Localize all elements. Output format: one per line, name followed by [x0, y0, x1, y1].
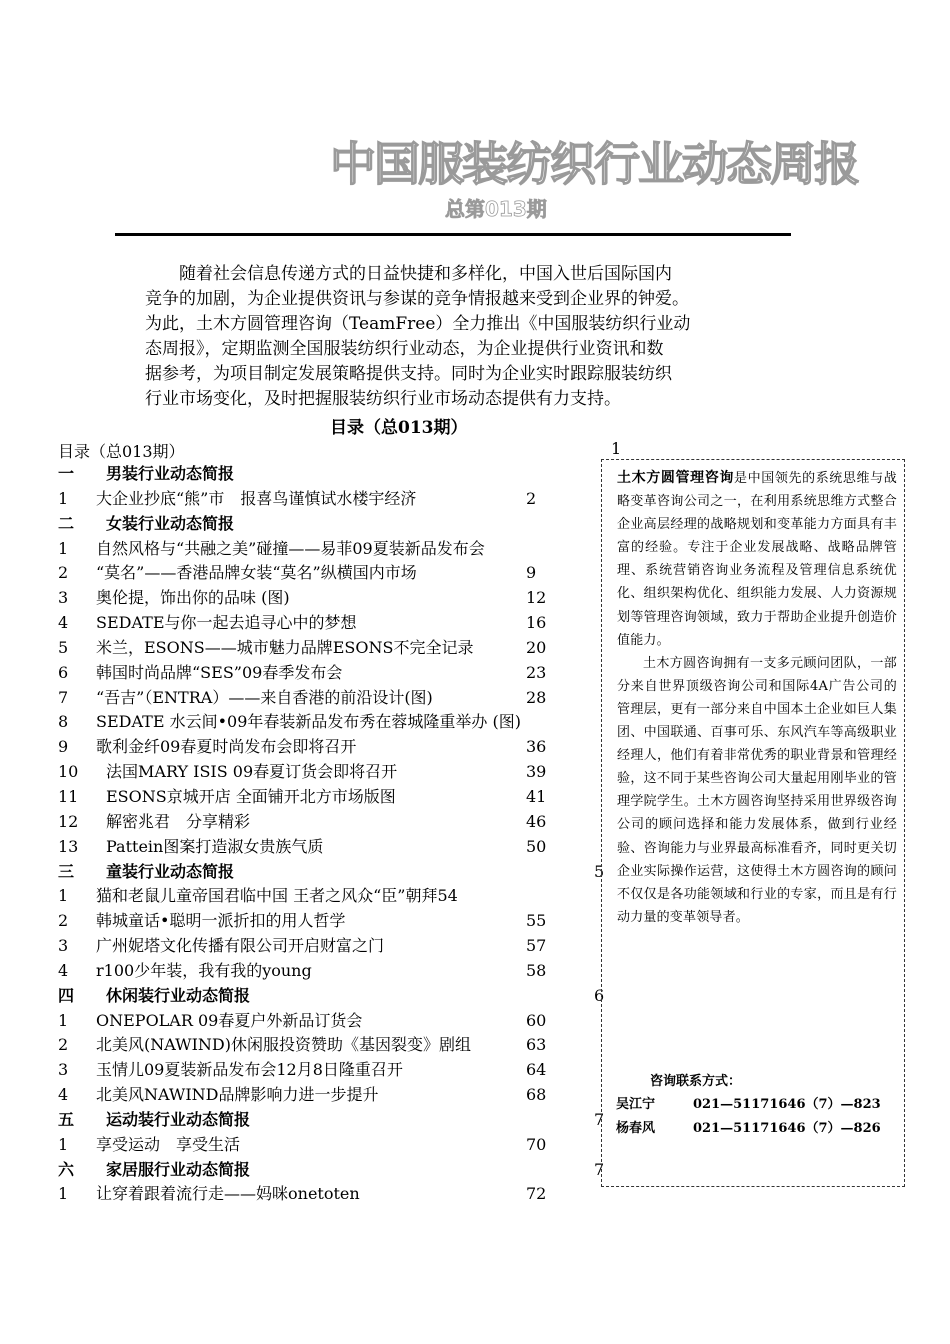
toc-entry [58, 1133, 618, 1158]
toc-entry-title: 大企业抄底“熊”市 报喜鸟谨慎试水楼宇经济 [96, 488, 417, 508]
contact-phone: 021—51171646（7）—826 [693, 1121, 881, 1136]
toc-label: 目录（总013期） [58, 442, 185, 461]
toc-entry [58, 1033, 618, 1058]
toc-page-number: 63 [526, 1035, 547, 1055]
toc-page-number: 36 [526, 737, 547, 757]
toc-page-number: 12 [526, 588, 547, 608]
toc-entry [58, 835, 618, 860]
company-name: 土木方圆管理咨询 [617, 470, 734, 486]
toc-entry-title: r100少年装，我有我的young [96, 960, 312, 980]
toc-entry-title: 玉情儿09夏装新品发布会12月8日隆重召开 [96, 1060, 403, 1080]
toc-number: 4 [58, 1085, 69, 1105]
contact-phone: 021—51171646（7）—823 [693, 1097, 881, 1112]
toc-entry-title: ESONS京城开店 全面铺开北方市场版图 [106, 786, 396, 806]
toc-number: 3 [58, 588, 69, 608]
intro-line: 态周报》，定期监测全国服装纺织行业动态，为企业提供行业资讯和数 [145, 339, 664, 359]
toc-entry [58, 1083, 618, 1108]
toc-page-number: 23 [526, 662, 547, 682]
toc-entry-title: SEDATE 水云间•09年春装新品发布秀在蓉城隆重举办 (图) [96, 712, 521, 732]
toc-section-title: 运动装行业动态简报 [106, 1109, 251, 1129]
toc-page-number: 60 [526, 1010, 547, 1030]
contact-name: 吴江宁 [616, 1097, 656, 1112]
toc-page-number: 70 [526, 1134, 547, 1154]
toc-page-number: 58 [526, 960, 547, 980]
intro-line: 行业市场变化，及时把握服装纺织行业市场动态提供有力支持。 [145, 389, 621, 409]
company-paragraph-2: 土木方圆咨询拥有一支多元顾问团队，一部分来自世界顶级咨询公司和国际4A广告公司的管理层，更有一部分来自中国本土企业如巨人集团、中国联通、百事可乐、东风汽车等高级职业经理人，他们有着非常优秀的职业背景和管理经验，这不同于某些咨询公司大量起用刚毕业的管理学院学生。土木方圆咨询坚持采用世界级咨询公司的顾问选择和能力发展体系，做到行业经验、咨询能力与业界最高标准看齐，同时更关切企业实际操作运营，这使得土木方圆咨询的顾问不仅仅是各功能领域和行业的专家，而且是有行动力量的变革领导者。 [617, 655, 897, 925]
toc-entry-title: SEDATE与你一起去追寻心中的梦想 [96, 613, 357, 633]
toc-entry-title: 解密兆君 分享精彩 [106, 811, 251, 831]
toc-entry [58, 1058, 618, 1083]
toc-page-number: 9 [526, 563, 537, 583]
company-paragraph-1 [617, 467, 897, 652]
toc-entry [58, 710, 618, 735]
toc-entry-title: ONEPOLAR 09春夏户外新品订货会 [96, 1010, 363, 1030]
toc-entry-title: “吾吉”（ENTRA）——来自香港的前沿设计(图) [96, 687, 433, 707]
toc-number: 6 [58, 662, 69, 682]
toc-number: 2 [58, 1035, 69, 1055]
toc-entry [58, 785, 618, 810]
issue-number: 总第013期 [445, 197, 547, 221]
toc-page-number: 2 [526, 488, 537, 508]
toc-entry-title: 自然风格与“共融之美”碰撞——易菲09夏装新品发布会 [96, 538, 485, 558]
toc-section-page: 6 [594, 985, 605, 1005]
toc-section [58, 860, 618, 885]
toc-entry-title: 法国MARY ISIS 09春夏订货会即将召开 [106, 762, 398, 782]
report-title: 中国服装纺织行业动态周报 [330, 137, 858, 191]
toc-page-number: 28 [526, 687, 547, 707]
toc-section-title: 家居服行业动态简报 [106, 1159, 251, 1179]
toc-section [58, 984, 618, 1009]
toc-number: 1 [58, 538, 69, 558]
toc-section-title: 男装行业动态简报 [106, 464, 235, 483]
toc-entry-title: 北美风NAWIND品牌影响力进一步提升 [96, 1085, 379, 1105]
toc-section-title: 女装行业动态简报 [106, 513, 235, 533]
toc-label-page: 1 [611, 439, 622, 458]
toc-number: 六 [58, 1159, 75, 1179]
toc-number: 三 [58, 861, 75, 881]
toc-page-number: 64 [526, 1060, 547, 1080]
toc-entry [58, 735, 618, 760]
toc-entry-title: 享受运动 享受生活 [96, 1134, 241, 1154]
toc-section-title: 童装行业动态简报 [106, 861, 235, 881]
toc-entry [58, 1182, 618, 1207]
company-description: 是中国领先的系统思维与战略变革咨询公司之一，在利用系统思维方式整合企业高层经理的战略规划和变革能力方面具有丰富的经验。专注于企业发展战略、战略品牌管理、系统营销咨询业务流程及管理信息系统优化、组织架构优化、组织能力发展、人力资源规划等管理咨询领域，致力于帮助企业提升创造价值能力。 [617, 471, 897, 648]
toc-page-number: 72 [526, 1184, 547, 1204]
toc-number: 10 [58, 762, 79, 782]
intro-line: 为此，土木方圆管理咨询（TeamFree）全力推出《中国服装纺织行业动 [145, 314, 691, 334]
toc-section [58, 1158, 618, 1183]
toc-page-number: 41 [526, 786, 547, 806]
toc-page-number: 39 [526, 762, 547, 782]
company-info-text [617, 467, 897, 929]
toc-page-number: 20 [526, 637, 547, 657]
toc-entry-title: 让穿着跟着流行走——妈咪onetoten [96, 1184, 360, 1204]
toc-heading: 目录（总013期） [330, 418, 468, 438]
toc-number: 1 [58, 886, 69, 906]
toc-number: 5 [58, 637, 69, 657]
toc-page-number: 16 [526, 613, 547, 633]
toc-number: 1 [58, 488, 69, 508]
toc-number: 11 [58, 786, 79, 806]
toc-entry [58, 810, 618, 835]
toc-entry [58, 760, 618, 785]
toc-page-number: 50 [526, 836, 547, 856]
toc-section-page: 7 [594, 1109, 605, 1129]
toc-entry [58, 959, 618, 984]
toc-number: 7 [58, 687, 69, 707]
toc-page-number: 46 [526, 811, 547, 831]
toc-number: 2 [58, 911, 69, 931]
toc-number: 3 [58, 936, 69, 956]
toc-section-page: 7 [594, 1159, 605, 1179]
toc-entry [58, 686, 618, 711]
toc-entry [58, 636, 618, 661]
toc-page-number: 57 [526, 936, 547, 956]
toc-number: 1 [58, 1010, 69, 1030]
toc-entry-title: 韩国时尚品牌“SES”09春季发布会 [96, 662, 343, 682]
toc-entry [58, 487, 618, 512]
toc-number: 12 [58, 811, 79, 831]
toc-entry [58, 586, 618, 611]
toc-entry-title: “莫名”——香港品牌女装“莫名”纵横国内市场 [96, 563, 417, 583]
toc-page-number: 55 [526, 911, 547, 931]
toc-entry [58, 909, 618, 934]
contact-row [616, 1117, 881, 1136]
toc-number: 8 [58, 712, 69, 732]
toc-entry-title: 韩城童话•聪明一派折扣的用人哲学 [96, 911, 346, 931]
contact-name: 杨春风 [616, 1121, 656, 1136]
toc-entry [58, 561, 618, 586]
toc-section-title: 休闲装行业动态简报 [106, 985, 251, 1005]
toc-number: 1 [58, 1134, 69, 1154]
toc-number: 4 [58, 613, 69, 633]
toc-entry-title: 歌利金纤09春夏时尚发布会即将召开 [96, 737, 357, 757]
header-divider [115, 233, 791, 236]
toc-entry-title: 奥伦提，饰出你的品味 (图) [96, 588, 290, 608]
intro-paragraph [145, 262, 760, 412]
toc-section [58, 512, 618, 537]
toc-number: 四 [58, 985, 75, 1005]
toc-entry-title: Pattein图案打造淑女贵族气质 [106, 836, 324, 856]
toc-entry [58, 661, 618, 686]
toc-number: 9 [58, 737, 69, 757]
toc-entry-title: 猫和老鼠儿童帝国君临中国 王者之风众“臣”朝拜54 [96, 886, 458, 906]
toc-entry-title: 广州妮塔文化传播有限公司开启财富之门 [96, 936, 385, 956]
contact-row [616, 1093, 881, 1112]
toc-number: 五 [58, 1109, 75, 1129]
toc-number: 二 [58, 513, 75, 533]
toc-number: 4 [58, 960, 69, 980]
toc-entry-title: 米兰，ESONS——城市魅力品牌ESONS不完全记录 [96, 637, 474, 657]
intro-line: 据参考，为项目制定发展策略提供支持。同时为企业实时跟踪服装纺织 [145, 364, 672, 384]
toc-entry-title: 北美风(NAWIND)休闲服投资赞助《基因裂变》剧组 [96, 1035, 471, 1055]
toc-number: 一 [58, 464, 75, 483]
toc-section-page: 5 [594, 861, 605, 881]
toc-entry [58, 884, 618, 909]
contact-title: 咨询联系方式： [650, 1074, 742, 1089]
table-of-contents [58, 462, 618, 1207]
toc-number: 3 [58, 1060, 69, 1080]
toc-number: 2 [58, 563, 69, 583]
toc-number: 1 [58, 1184, 69, 1204]
toc-entry [58, 537, 618, 562]
toc-section [58, 462, 618, 487]
intro-line: 竞争的加剧，为企业提供资讯与参谋的竞争情报越来受到企业界的钟爱。 [145, 289, 689, 309]
toc-entry [58, 1009, 618, 1034]
toc-entry [58, 934, 618, 959]
toc-entry [58, 611, 618, 636]
toc-page-number: 68 [526, 1085, 547, 1105]
toc-number: 13 [58, 836, 79, 856]
intro-line: 随着社会信息传递方式的日益快捷和多样化，中国入世后国际国内 [145, 264, 672, 284]
toc-section [58, 1108, 618, 1133]
